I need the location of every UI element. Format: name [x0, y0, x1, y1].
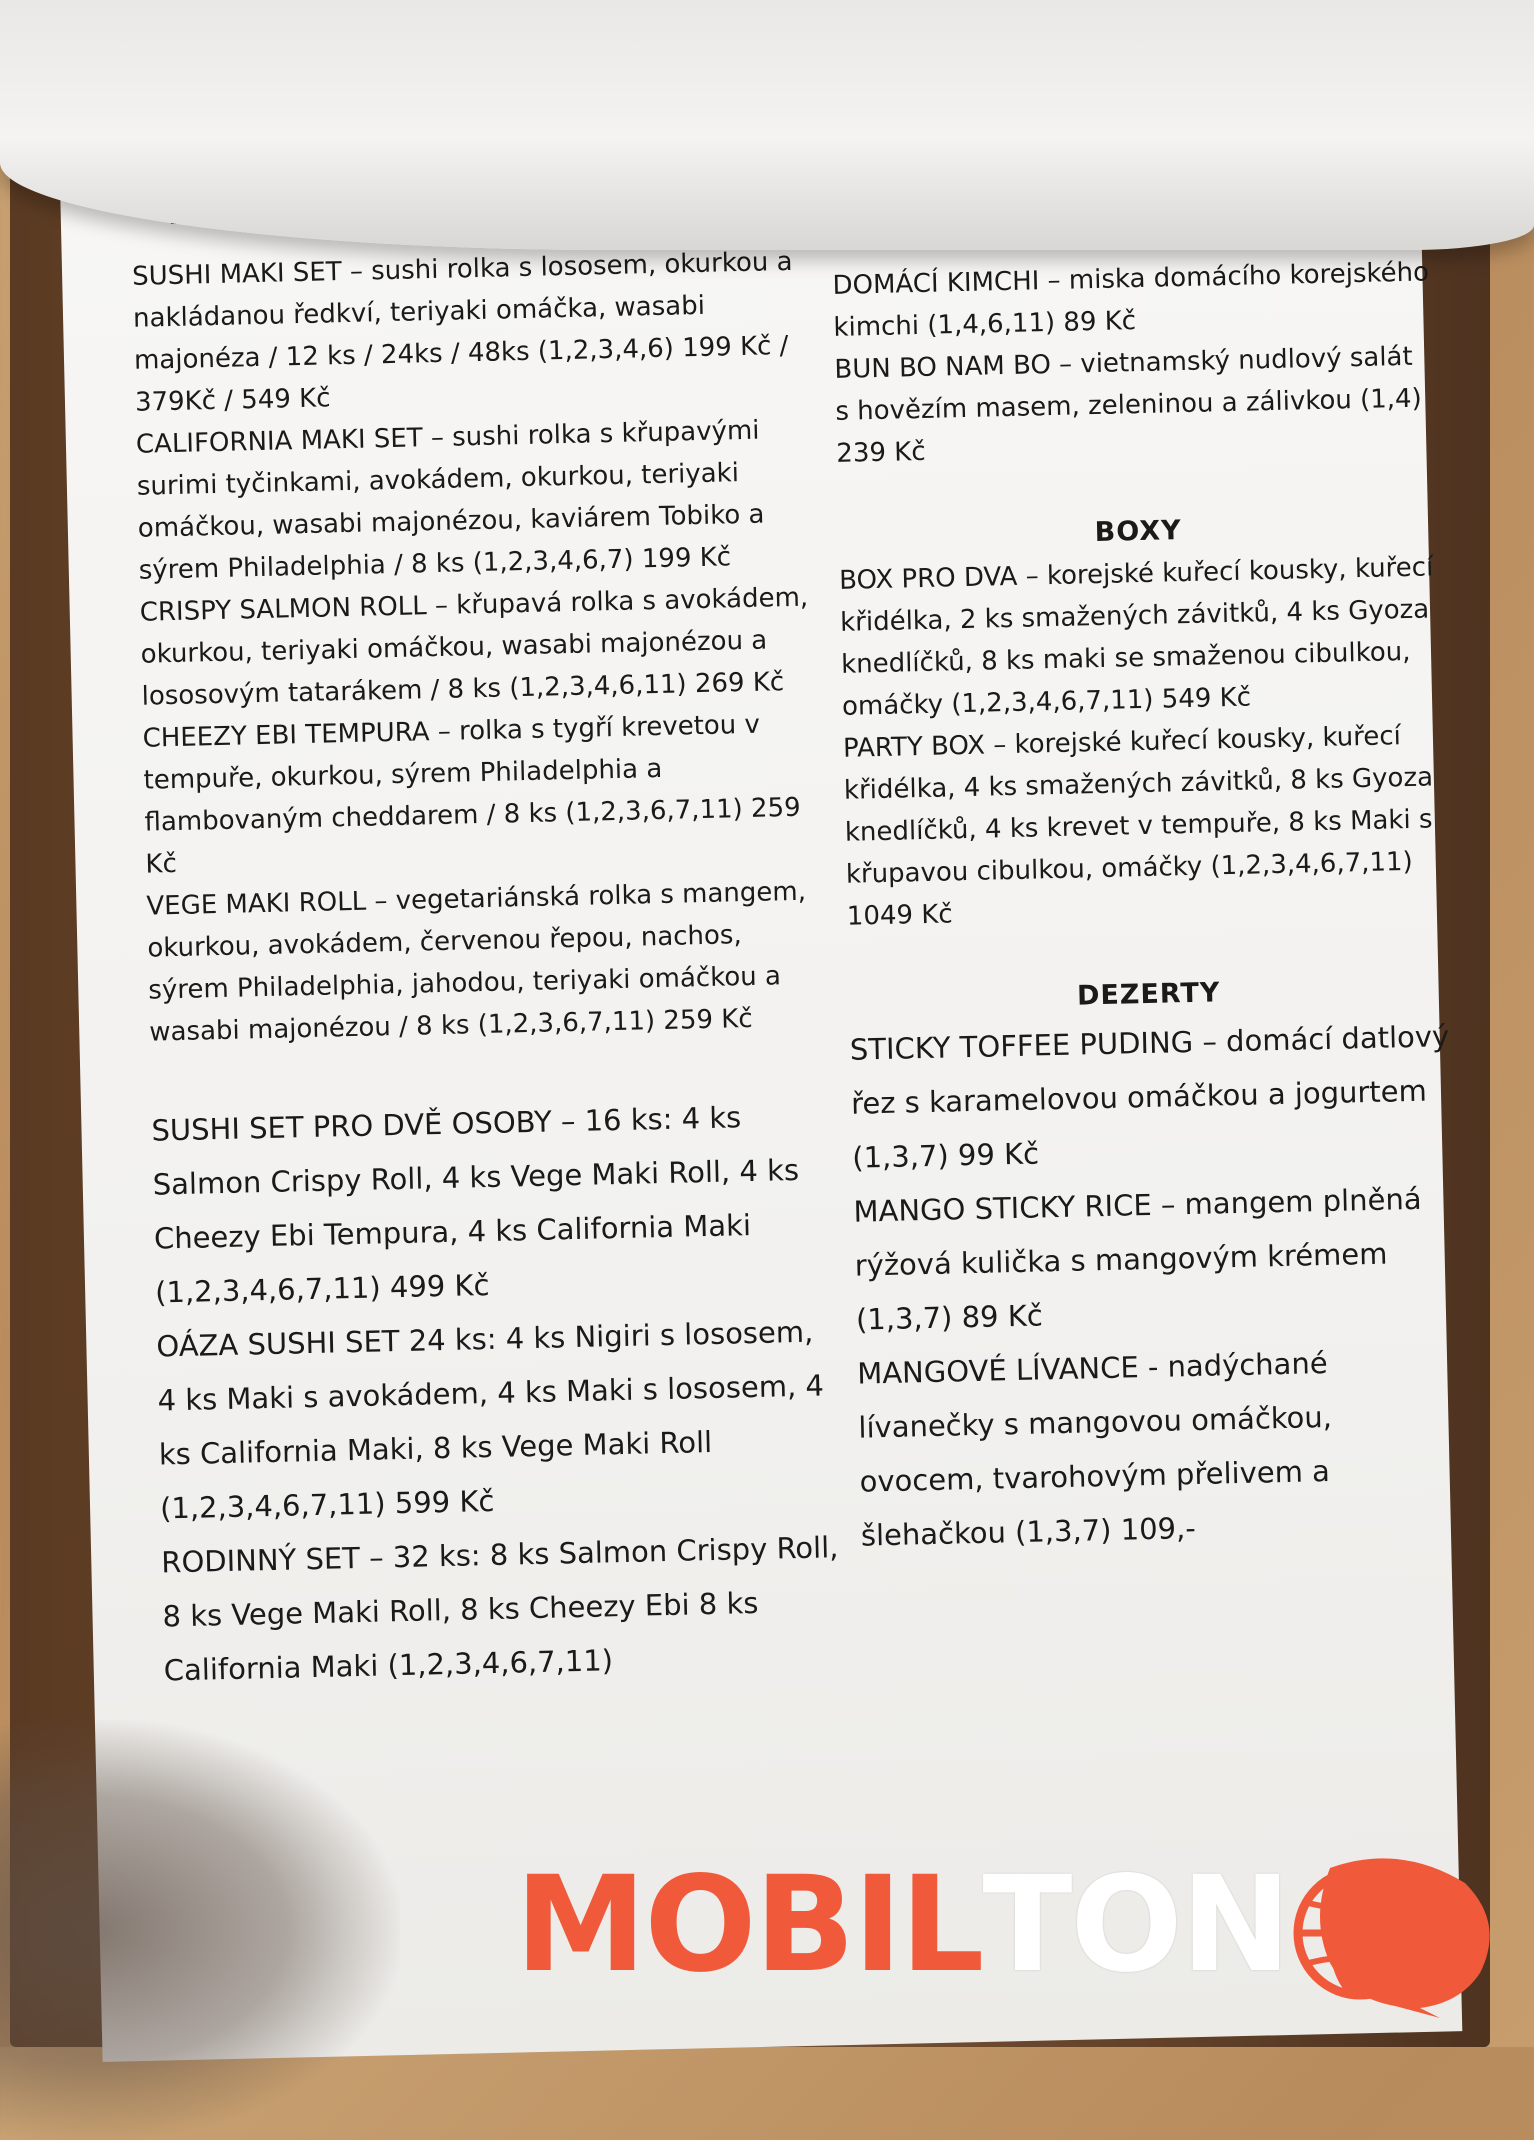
watermark-logo	[515, 1848, 1290, 2002]
set-text: RODINNÝ SET – 32 ks: 8 ks Salmon Crispy Roll, 8 ks Vege Maki Roll, 8 ks Cheezy Ebi	[160, 1530, 839, 1634]
menu-item: PARTY BOX – korejské kuřecí kousky, kuřecí křidélka, 4 ks smažených závitků, 8 ks Gyoza knedlíčků, 4 ks krevet v tempuře, 8 ks Maki s křupavou cibulkou, omáčky (1,2,3,4,6,7,11) 1049 Kč	[842, 721, 1434, 932]
logo-text-mobil: MOBIL	[515, 1848, 983, 2002]
menu-item-set	[161, 1520, 845, 1697]
menu-item: BOX PRO DVA – korejské kuřecí kousky, kuřecí křidélka, 2 ks smažených závitků, 4 ks Gyoza knedlíčků, 8 ks maki se smaženou cibulkou, omáčky (1,2,3,4,6,7,11) 549 Kč	[838, 552, 1434, 722]
menu-item: CHEEZY EBI TEMPURA – rolka s tygří krevetou v tempuře, okurkou, sýrem Philadelphia a flambovaným cheddarem / 8 ks (1,2,3,6,7,11) 259 Kč	[142, 709, 801, 880]
menu-item: DOMÁCÍ KIMCHI – miska domácího korejského kimchi (1,4,6,11) 89 Kč	[832, 257, 1430, 343]
menu-item: SUSHI MAKI SET – sushi rolka s lososem, okurkou a nakládanou ředkví, teriyaki omáčka, wasabi majonéza / 12 ks / 24ks / 48ks (1,2,3,4,6) 199 Kč / 379Kč / 549 Kč	[131, 246, 793, 418]
menu-item: BUN BO NAM BO – vietnamský nudlový salát s hovězím masem, zeleninou a zálivkou (1,4) 239 Kč	[834, 341, 1423, 469]
menu-item: MANGO STICKY RICE – mangem plněná rýžová kulička s mangovým krémem (1,3,7) 89 Kč	[853, 1181, 1422, 1337]
menu-item: MANGOVÉ LÍVANCE - nadýchané lívanečky s mangovou omáčkou, ovocem, tvarohovým přelivem a šlehačkou (1,3,7) 109,-	[856, 1345, 1333, 1553]
menu-item-set: SUSHI SET PRO DVĚ OSOBY – 16 ks: 4 ks Salmon Crispy Roll, 4 ks Vege Maki Roll, 4 ks Cheezy Ebi Tempura, 4 ks California Maki (1,2,3,4,6,7,11) 499 Kč	[151, 1100, 800, 1310]
section-title-dezerty: DEZERTY	[1076, 977, 1221, 1012]
menu-item: STICKY TOFFEE PUDING – domácí datlový řez s karamelovou omáčkou a jogurtem (1,3,7) 99 Kč	[849, 1019, 1450, 1175]
finger-shadow	[0, 1720, 400, 2140]
set-text-cont: 8 ks California Maki (1,2,3,4,6,7,11)	[163, 1585, 759, 1688]
menu-item: VEGE MAKI ROLL – vegetariánská rolka s mangem, okurkou, avokádem, červenou řepou, nachos, sýrem Philadelphia, jahodou, teriyaki omáčkou a wasabi majonézou / 8 ks (1,2,3,6,7,11) 259 Kč	[146, 876, 807, 1048]
curled-page-top	[0, 0, 1534, 250]
right-column	[831, 214, 1461, 1562]
logo-text-ton: TON	[982, 1848, 1290, 2002]
globe-speech-icon	[1290, 1848, 1510, 2018]
left-column	[131, 203, 844, 1697]
section-title-boxy: BOXY	[1094, 515, 1183, 549]
menu-item-set: OÁZA SUSHI SET 24 ks: 4 ks Nigiri s lososem, 4 ks Maki s avokádem, 4 ks Maki s lososem, 4 ks California Maki, 8 ks Vege Maki Roll (1,2,3,4,6,7,11) 599 Kč	[156, 1314, 825, 1526]
menu-item: CALIFORNIA MAKI SET – sushi rolka s křupavými surimi tyčinkami, avokádem, okurkou, teriyaki omáčkou, wasabi majonézou, kaviárem Tobiko a sýrem Philadelphia / 8 ks (1,2,3,4,6,7) 199 Kč	[135, 415, 765, 586]
menu-item: CRISPY SALMON ROLL – křupavá rolka s avokádem, okurkou, teriyaki omáčkou, wasabi majonézou a lososovým tatarákem / 8 ks (1,2,3,4,6,11) 269 Kč	[139, 582, 809, 712]
